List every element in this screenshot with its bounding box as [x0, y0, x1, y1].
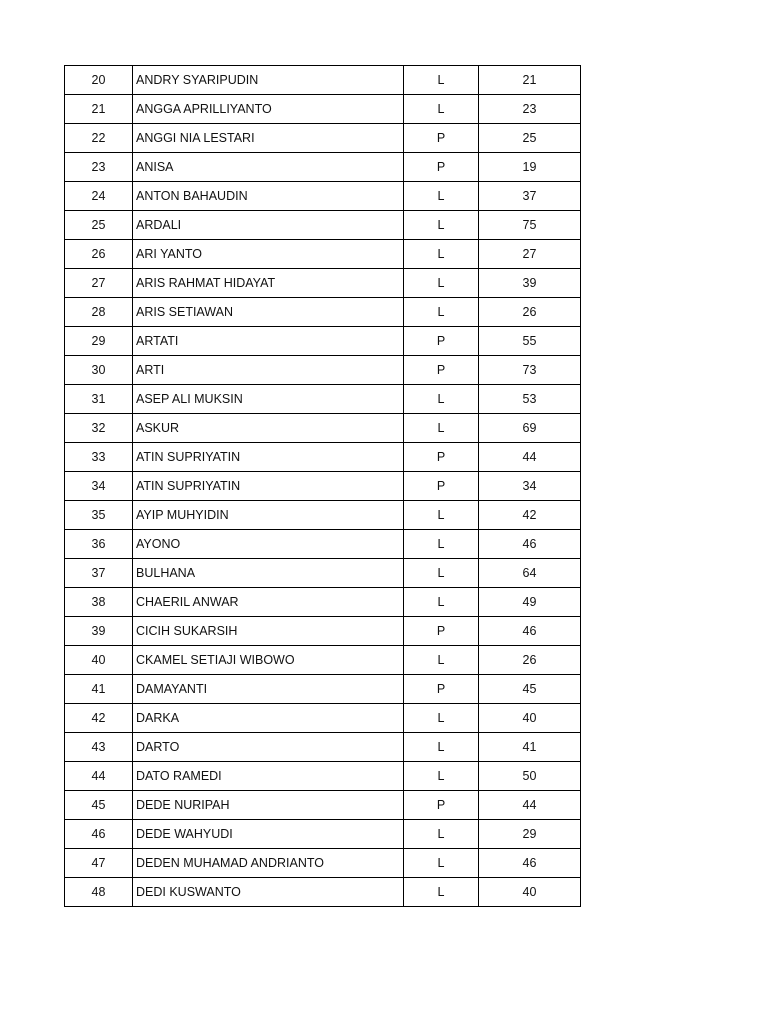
age-cell: 41: [479, 733, 581, 762]
age-cell: 53: [479, 385, 581, 414]
name-cell: ANDRY SYARIPUDIN: [133, 66, 404, 95]
row-number-cell: 24: [65, 182, 133, 211]
row-number-cell: 20: [65, 66, 133, 95]
table-row: [65, 646, 581, 675]
row-number-cell: 30: [65, 356, 133, 385]
row-number-cell: 29: [65, 327, 133, 356]
age-cell: 44: [479, 443, 581, 472]
gender-cell: L: [404, 588, 479, 617]
row-number-cell: 31: [65, 385, 133, 414]
table-row: [65, 298, 581, 327]
row-number-cell: 27: [65, 269, 133, 298]
gender-cell: P: [404, 153, 479, 182]
age-cell: 37: [479, 182, 581, 211]
row-number-cell: 45: [65, 791, 133, 820]
age-cell: 21: [479, 66, 581, 95]
age-cell: 49: [479, 588, 581, 617]
table-row: [65, 356, 581, 385]
table-row: [65, 675, 581, 704]
age-cell: 46: [479, 530, 581, 559]
name-cell: DARKA: [133, 704, 404, 733]
name-cell: CKAMEL SETIAJI WIBOWO: [133, 646, 404, 675]
age-cell: 75: [479, 211, 581, 240]
table-row: [65, 385, 581, 414]
roster-table: [64, 65, 581, 907]
gender-cell: L: [404, 95, 479, 124]
row-number-cell: 34: [65, 472, 133, 501]
gender-cell: P: [404, 443, 479, 472]
table-row: [65, 588, 581, 617]
name-cell: DEDI KUSWANTO: [133, 878, 404, 907]
name-cell: DEDE NURIPAH: [133, 791, 404, 820]
row-number-cell: 37: [65, 559, 133, 588]
gender-cell: P: [404, 327, 479, 356]
age-cell: 44: [479, 791, 581, 820]
table-row: [65, 501, 581, 530]
gender-cell: L: [404, 240, 479, 269]
row-number-cell: 22: [65, 124, 133, 153]
name-cell: CHAERIL ANWAR: [133, 588, 404, 617]
row-number-cell: 43: [65, 733, 133, 762]
name-cell: ANISA: [133, 153, 404, 182]
row-number-cell: 36: [65, 530, 133, 559]
name-cell: ARTI: [133, 356, 404, 385]
age-cell: 64: [479, 559, 581, 588]
row-number-cell: 47: [65, 849, 133, 878]
gender-cell: P: [404, 124, 479, 153]
row-number-cell: 21: [65, 95, 133, 124]
age-cell: 55: [479, 327, 581, 356]
gender-cell: L: [404, 211, 479, 240]
age-cell: 40: [479, 704, 581, 733]
row-number-cell: 44: [65, 762, 133, 791]
gender-cell: L: [404, 646, 479, 675]
gender-cell: L: [404, 878, 479, 907]
age-cell: 23: [479, 95, 581, 124]
gender-cell: P: [404, 675, 479, 704]
table-row: [65, 849, 581, 878]
name-cell: ARIS SETIAWAN: [133, 298, 404, 327]
name-cell: ASKUR: [133, 414, 404, 443]
table-row: [65, 153, 581, 182]
row-number-cell: 26: [65, 240, 133, 269]
gender-cell: L: [404, 820, 479, 849]
gender-cell: L: [404, 704, 479, 733]
name-cell: AYIP MUHYIDIN: [133, 501, 404, 530]
age-cell: 19: [479, 153, 581, 182]
age-cell: 46: [479, 617, 581, 646]
table-row: [65, 820, 581, 849]
table-row: [65, 124, 581, 153]
name-cell: DEDE WAHYUDI: [133, 820, 404, 849]
name-cell: DAMAYANTI: [133, 675, 404, 704]
gender-cell: L: [404, 385, 479, 414]
age-cell: 50: [479, 762, 581, 791]
table-row: [65, 269, 581, 298]
name-cell: ATIN SUPRIYATIN: [133, 443, 404, 472]
gender-cell: L: [404, 733, 479, 762]
row-number-cell: 28: [65, 298, 133, 327]
age-cell: 39: [479, 269, 581, 298]
table-row: [65, 791, 581, 820]
table-row: [65, 733, 581, 762]
name-cell: ARIS RAHMAT HIDAYAT: [133, 269, 404, 298]
table-row: [65, 327, 581, 356]
gender-cell: P: [404, 791, 479, 820]
roster-table-body: [65, 66, 581, 907]
name-cell: ARDALI: [133, 211, 404, 240]
gender-cell: L: [404, 501, 479, 530]
row-number-cell: 35: [65, 501, 133, 530]
gender-cell: P: [404, 617, 479, 646]
name-cell: AYONO: [133, 530, 404, 559]
age-cell: 73: [479, 356, 581, 385]
row-number-cell: 38: [65, 588, 133, 617]
age-cell: 34: [479, 472, 581, 501]
gender-cell: P: [404, 472, 479, 501]
name-cell: ANGGI NIA LESTARI: [133, 124, 404, 153]
name-cell: ASEP ALI MUKSIN: [133, 385, 404, 414]
row-number-cell: 46: [65, 820, 133, 849]
row-number-cell: 33: [65, 443, 133, 472]
age-cell: 25: [479, 124, 581, 153]
table-row: [65, 559, 581, 588]
row-number-cell: 48: [65, 878, 133, 907]
age-cell: 46: [479, 849, 581, 878]
row-number-cell: 23: [65, 153, 133, 182]
gender-cell: L: [404, 530, 479, 559]
table-row: [65, 472, 581, 501]
name-cell: CICIH SUKARSIH: [133, 617, 404, 646]
gender-cell: L: [404, 414, 479, 443]
table-row: [65, 704, 581, 733]
name-cell: ATIN SUPRIYATIN: [133, 472, 404, 501]
table-row: [65, 762, 581, 791]
table-row: [65, 66, 581, 95]
name-cell: ANTON BAHAUDIN: [133, 182, 404, 211]
table-row: [65, 240, 581, 269]
age-cell: 69: [479, 414, 581, 443]
row-number-cell: 32: [65, 414, 133, 443]
gender-cell: L: [404, 269, 479, 298]
table-row: [65, 443, 581, 472]
age-cell: 42: [479, 501, 581, 530]
age-cell: 26: [479, 298, 581, 327]
name-cell: BULHANA: [133, 559, 404, 588]
table-row: [65, 95, 581, 124]
row-number-cell: 40: [65, 646, 133, 675]
table-row: [65, 878, 581, 907]
name-cell: DATO RAMEDI: [133, 762, 404, 791]
row-number-cell: 25: [65, 211, 133, 240]
gender-cell: P: [404, 356, 479, 385]
age-cell: 45: [479, 675, 581, 704]
name-cell: ARI YANTO: [133, 240, 404, 269]
age-cell: 26: [479, 646, 581, 675]
gender-cell: L: [404, 182, 479, 211]
gender-cell: L: [404, 762, 479, 791]
row-number-cell: 39: [65, 617, 133, 646]
table-row: [65, 211, 581, 240]
gender-cell: L: [404, 298, 479, 327]
age-cell: 29: [479, 820, 581, 849]
name-cell: DARTO: [133, 733, 404, 762]
name-cell: ANGGA APRILLIYANTO: [133, 95, 404, 124]
table-row: [65, 617, 581, 646]
age-cell: 40: [479, 878, 581, 907]
table-row: [65, 182, 581, 211]
row-number-cell: 42: [65, 704, 133, 733]
table-row: [65, 530, 581, 559]
name-cell: ARTATI: [133, 327, 404, 356]
table-row: [65, 414, 581, 443]
gender-cell: L: [404, 66, 479, 95]
gender-cell: L: [404, 559, 479, 588]
name-cell: DEDEN MUHAMAD ANDRIANTO: [133, 849, 404, 878]
age-cell: 27: [479, 240, 581, 269]
row-number-cell: 41: [65, 675, 133, 704]
gender-cell: L: [404, 849, 479, 878]
